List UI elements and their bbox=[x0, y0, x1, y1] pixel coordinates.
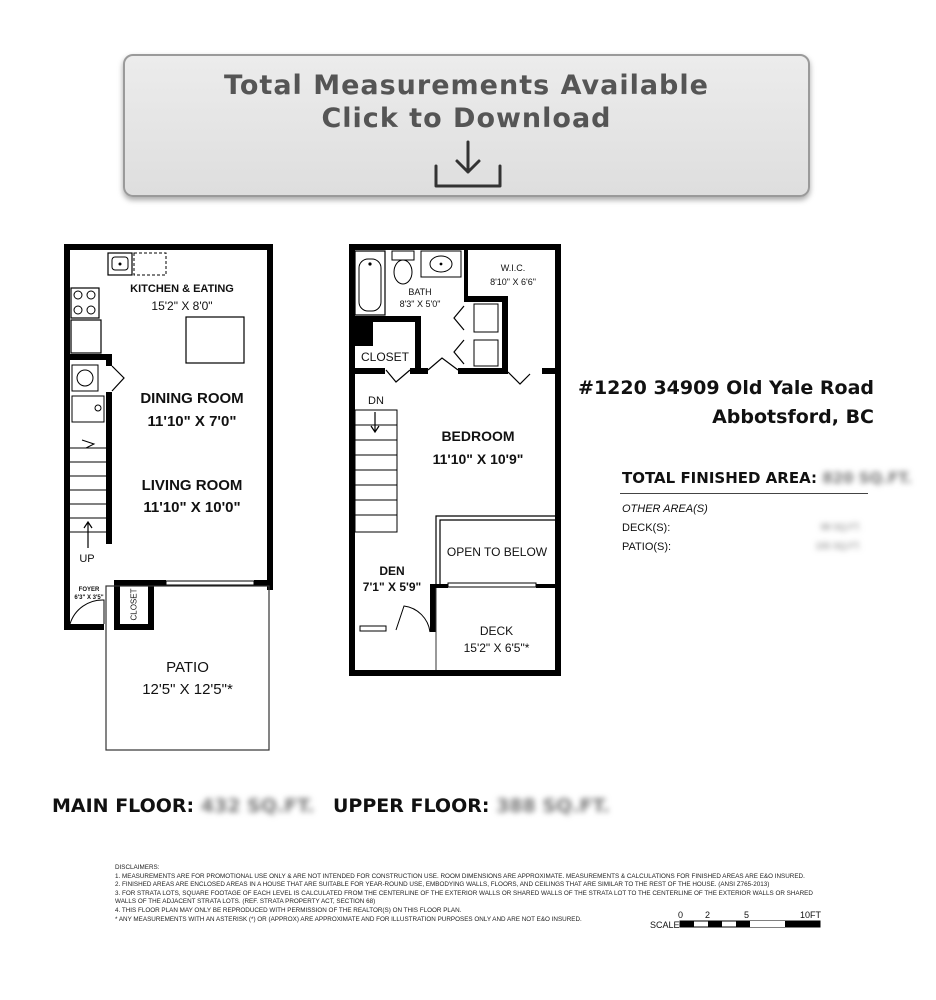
upper-closet-label: CLOSET bbox=[360, 350, 409, 364]
scale-label: SCALE bbox=[650, 920, 680, 930]
address-line-1: #1220 34909 Old Yale Road bbox=[578, 377, 874, 399]
bedroom-label: BEDROOM bbox=[441, 428, 515, 444]
disclaimers-title: DISCLAIMERS: bbox=[115, 864, 160, 871]
patio-sliding-door bbox=[166, 581, 254, 585]
den-dimensions: 7'1" X 5'9" bbox=[362, 580, 422, 594]
scale-tick-2: 2 bbox=[705, 910, 711, 920]
dining-room-dimensions: 11'10" X 7'0" bbox=[147, 413, 237, 430]
totals-divider bbox=[620, 493, 868, 494]
patio-area-label: PATIO(S): bbox=[622, 541, 672, 553]
disclaimers bbox=[115, 864, 835, 924]
stairs-up-label: UP bbox=[79, 553, 95, 565]
bedroom-dimensions: 11'10" X 10'9" bbox=[432, 451, 524, 467]
main-stairs bbox=[70, 440, 106, 548]
scale-tick-5: 5 bbox=[744, 910, 750, 920]
banner-title: Total Measurements Available bbox=[224, 70, 709, 101]
upper-floor-total bbox=[333, 795, 610, 817]
disclaimer-item: 3. FOR STRATA LOTS, SQUARE FOOTAGE OF EACH LEVEL IS CALCULATED FROM THE CENTERLINE OF THE EXTERIOR WALLS OR SHARED WALLS OF THE STRATA LOT TO THE CENTERLINE OF THE EXTERIOR WALLS OR SHARED WALLS OF THE ADJACENT STRATA LOTS. (REF. STRATA PROPERTY ACT, SECTION 68) bbox=[115, 889, 813, 906]
fridge bbox=[71, 320, 101, 353]
dryer bbox=[72, 396, 104, 422]
disclaimer-item: 2. FINISHED AREAS ARE ENCLOSED AREAS IN A HOUSE THAT ARE SUITABLE FOR YEAR-ROUND USE, EMBODYING WALLS, FLOORS, AND CEILINGS THAT ARE SIMILAR TO THE REST OF THE HOUSE. (ANSI Z765-2013) bbox=[115, 881, 770, 889]
foyer-closet-label: CLOSET bbox=[129, 588, 139, 621]
main-floor-value: 432 SQ.FT. bbox=[200, 795, 315, 817]
deck-area-value: 98 SQ.FT. bbox=[820, 522, 861, 532]
wic-dimensions: 8'10" X 6'6" bbox=[490, 277, 536, 287]
patio-dimensions: 12'5" X 12'5"* bbox=[142, 681, 233, 698]
disclaimer-item: * ANY MEASUREMENTS WITH AN ASTERISK (*) OR (APPROX) ARE APPROXIMATE AND FOR ILLUSTRATION PURPOSES ONLY AND ARE NOT E&O INSURED. bbox=[115, 915, 582, 923]
upper-floor-label: UPPER FLOOR: bbox=[333, 795, 490, 817]
main-floor-label: MAIN FLOOR: bbox=[52, 795, 195, 817]
deck-dimensions: 15'2" X 6'5"* bbox=[463, 641, 530, 655]
living-room-label: LIVING ROOM bbox=[141, 477, 243, 494]
foyer-dimensions: 6'3" X 3'5" bbox=[74, 595, 104, 601]
stairs-down-label: DN bbox=[368, 395, 384, 407]
disclaimer-item: 1. MEASUREMENTS ARE FOR PROMOTIONAL USE ONLY & ARE NOT INTENDED FOR CONSTRUCTION USE. ROOM DIMENSIONS ARE APPROXIMATE. MEASUREMENTS & CALCULATIONS FOR FINISHED AREAS ARE E&O INSURED. bbox=[115, 872, 805, 880]
foyer-label: FOYER bbox=[78, 587, 100, 593]
bath-label: BATH bbox=[408, 287, 432, 297]
upper-stairs bbox=[355, 410, 397, 532]
patio-label: PATIO bbox=[166, 659, 209, 676]
disclaimer-item: 4. THIS FLOOR PLAN MAY ONLY BE REPRODUCED WITH PERMISSION OF THE REALTOR(S) ON THIS FLOOR PLAN. bbox=[115, 906, 462, 914]
scale-tick-10: 10FT bbox=[800, 910, 822, 920]
deck-label: DECK bbox=[479, 624, 514, 638]
dishwasher bbox=[134, 253, 166, 275]
total-finished-area-label: TOTAL FINISHED AREA: bbox=[622, 469, 817, 487]
kitchen-label: KITCHEN & EATING bbox=[130, 283, 234, 295]
kitchen-island bbox=[186, 317, 244, 363]
dining-room-label: DINING ROOM bbox=[140, 390, 244, 407]
scale-tick-0: 0 bbox=[678, 910, 684, 920]
deck-area-label: DECK(S): bbox=[622, 522, 671, 534]
upper-floor-value: 388 SQ.FT. bbox=[496, 795, 610, 817]
total-finished-area-value: 820 SQ.FT. bbox=[822, 469, 912, 487]
open-to-below-label: OPEN TO BELOW bbox=[446, 545, 548, 559]
toilet bbox=[392, 251, 414, 260]
address-line-2: Abbotsford, BC bbox=[712, 406, 874, 428]
wic-label: W.I.C. bbox=[500, 263, 526, 273]
washer bbox=[72, 365, 98, 391]
living-room-dimensions: 11'10" X 10'0" bbox=[143, 499, 241, 516]
main-floor-total bbox=[52, 795, 314, 817]
other-areas-label: OTHER AREA(S) bbox=[622, 503, 708, 515]
patio-area-value: 155 SQ.FT. bbox=[815, 541, 861, 551]
total-finished-area bbox=[622, 469, 912, 487]
banner-subtitle: Click to Download bbox=[321, 103, 612, 134]
bath-dimensions: 8'3" X 5'0" bbox=[399, 299, 441, 309]
kitchen-dimensions: 15'2" X 8'0" bbox=[151, 299, 213, 313]
den-label: DEN bbox=[379, 564, 405, 578]
